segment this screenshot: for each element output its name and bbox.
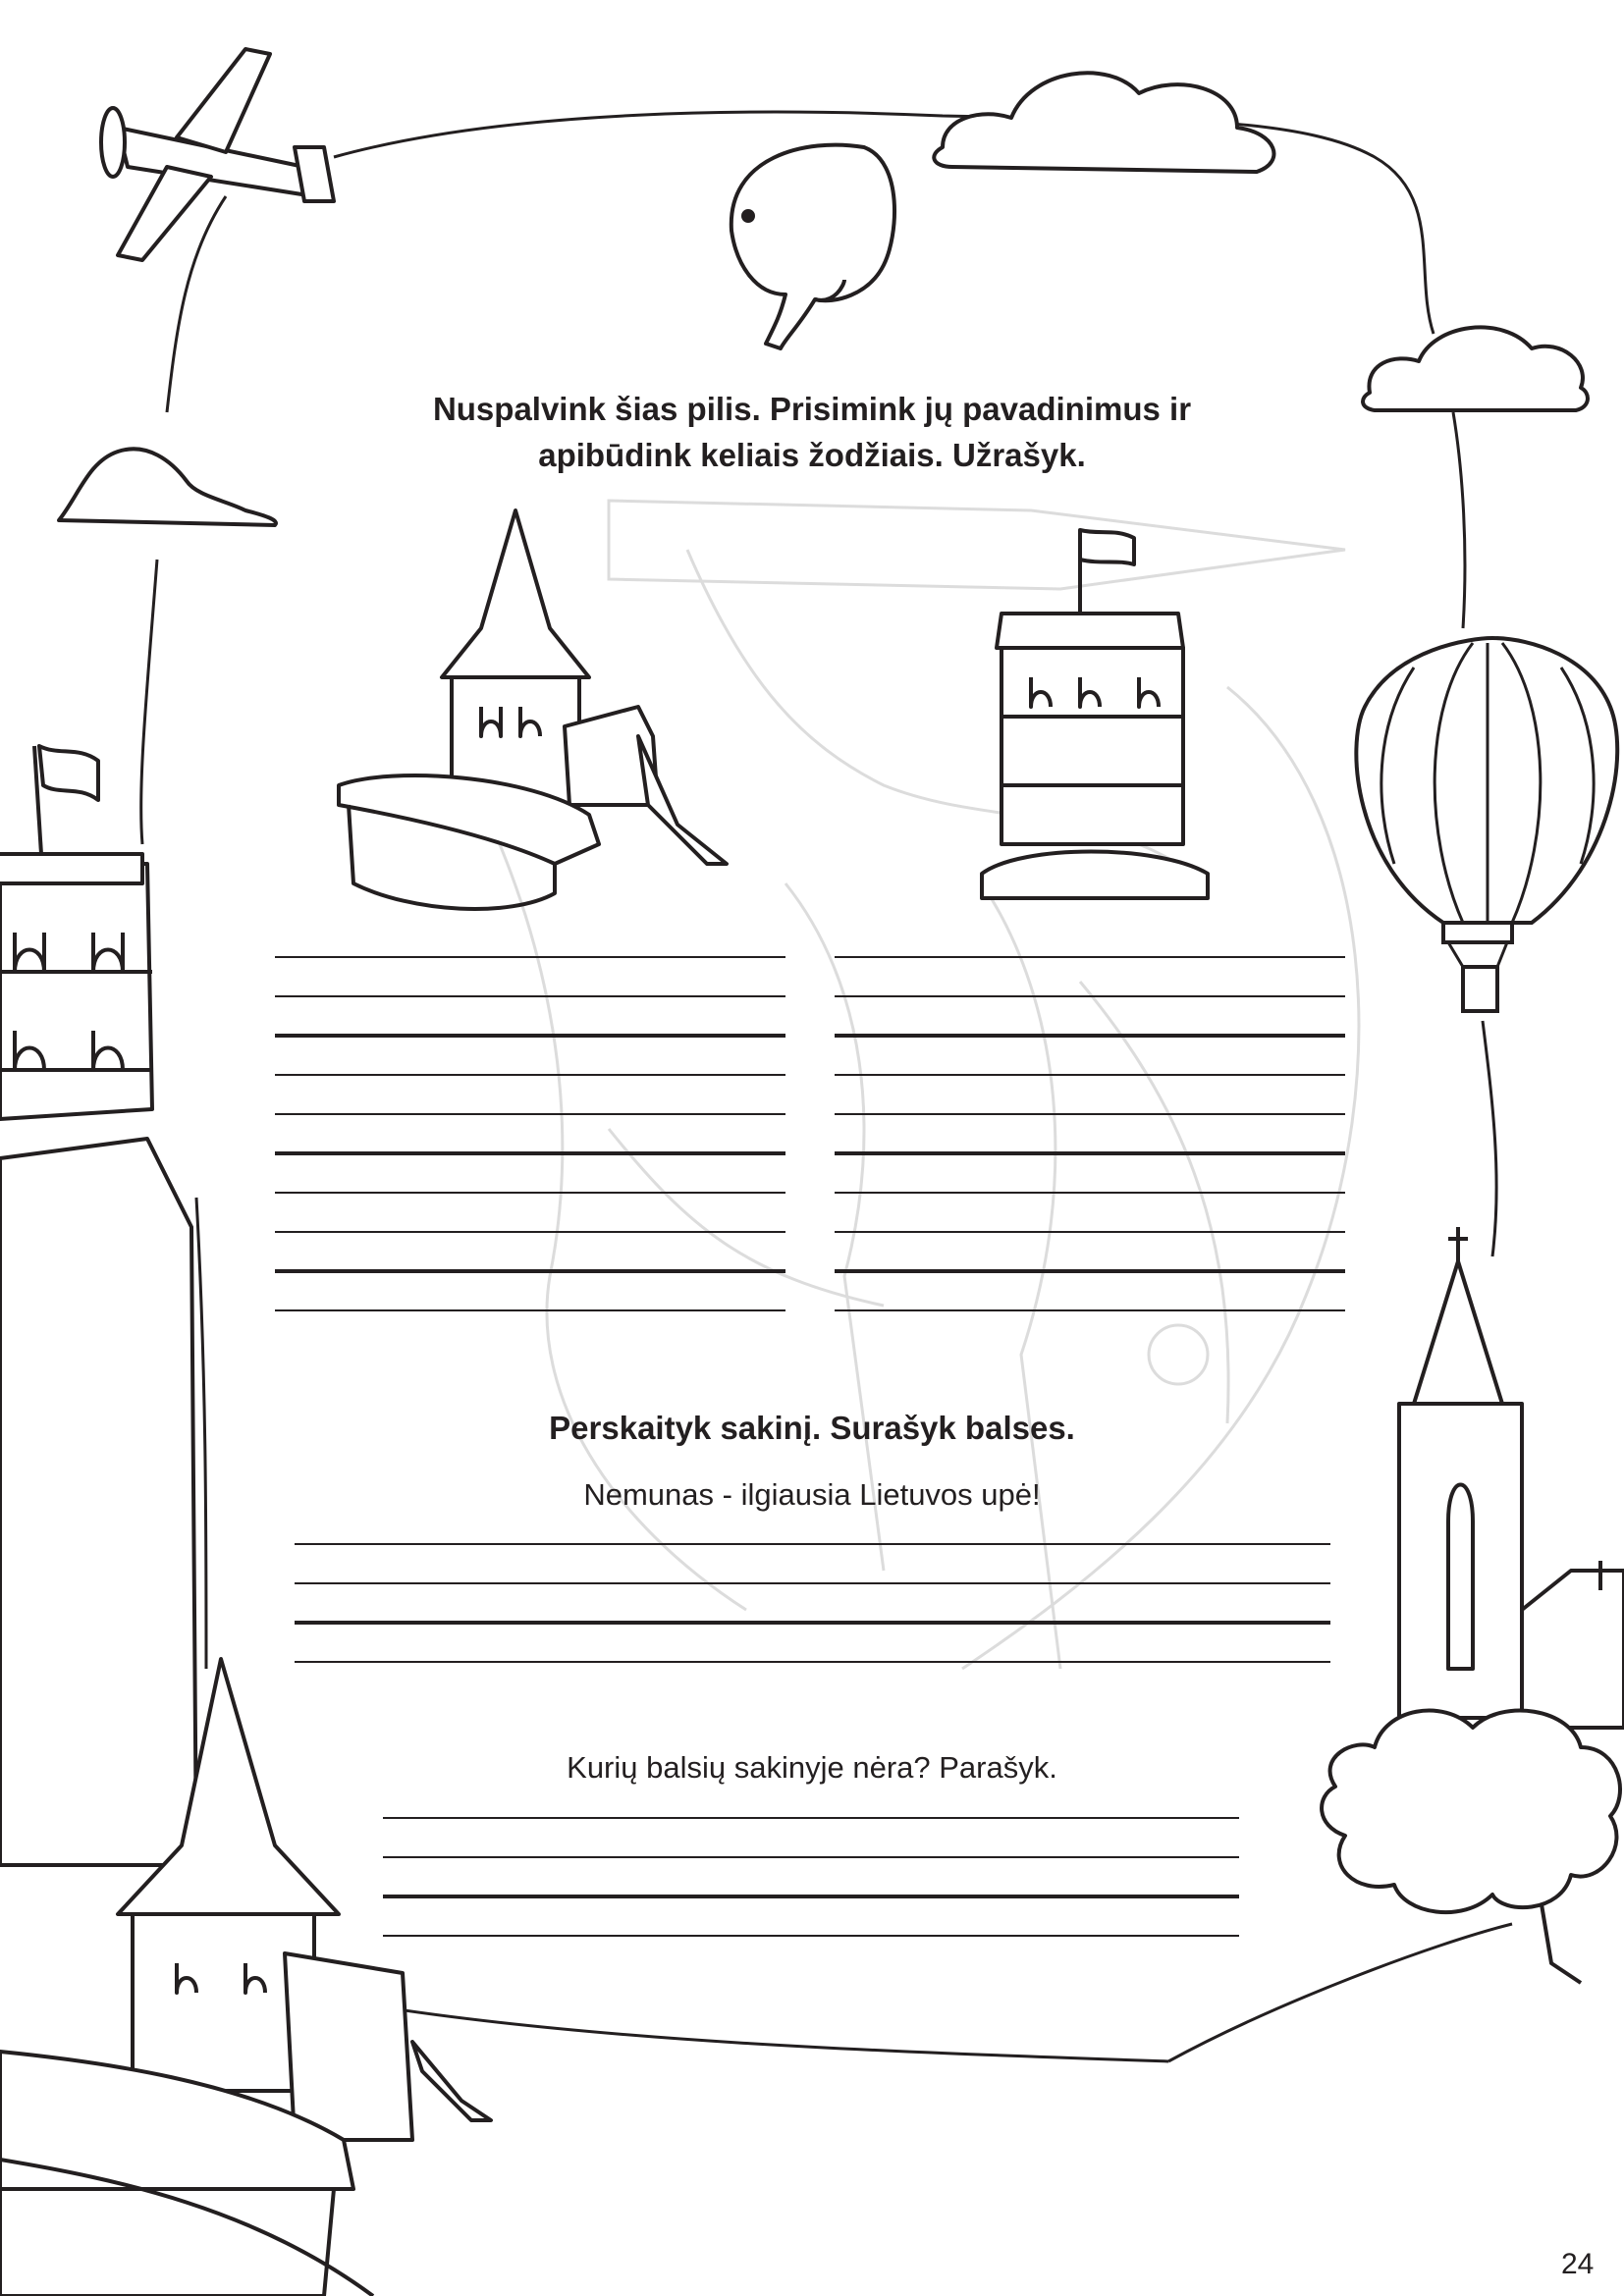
cloud-icon [934,73,1273,172]
writing-lines-castle-1 [275,957,785,1310]
writing-lines-vowels [295,1544,1330,1662]
airplane-icon [101,49,334,260]
trakai-castle-icon [339,510,727,909]
task3-question: Kurių balsių sakinyje nėra? Parašyk. [567,1750,1057,1785]
task2-instruction: Perskaityk sakinį. Surašyk balses. [549,1410,1075,1446]
writing-lines-castle-2 [835,957,1345,1310]
left-castle-tower-icon [0,746,196,1865]
elephant-head-icon [731,145,894,348]
hot-air-balloon-icon [1356,638,1617,1011]
task2-sentence: Nemunas - ilgiausia Lietuvos upė! [583,1477,1041,1512]
task1-instruction-line1: Nuspalvink šias pilis. Prisimink jų pavadinimus ir [432,391,1192,427]
page-number: 24 [1561,2248,1595,2280]
task1-instruction-line2: apibūdink keliais žodžiais. Užrašyk. [538,437,1086,473]
writing-lines-missing-vowels [383,1818,1239,1936]
